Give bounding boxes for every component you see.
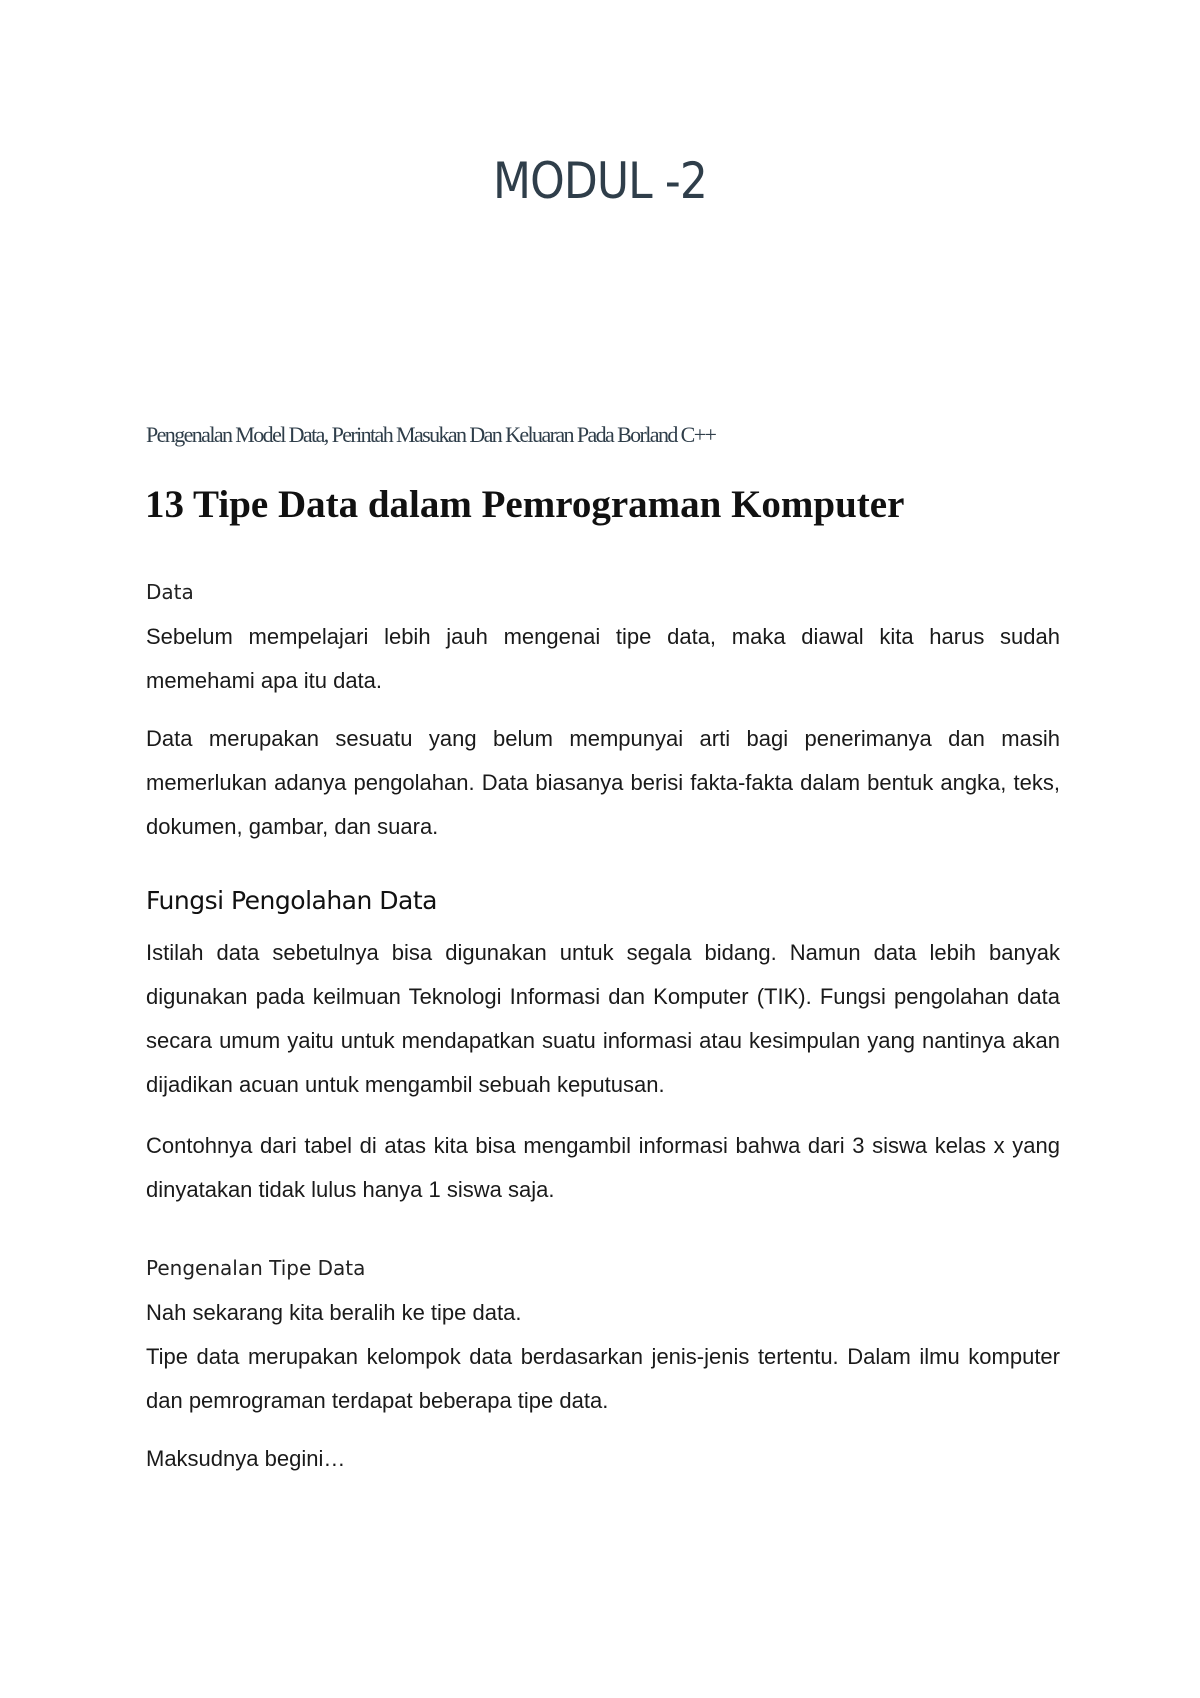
- paragraph-data-2: Data merupakan sesuatu yang belum mempunyai arti bagi penerimanya dan masih memerlukan adanya pengolahan. Data biasanya berisi fakta-fakta dalam bentuk angka, teks, dokumen, gambar, dan suara.: [146, 726, 1060, 839]
- paragraph-pengenalan-2: Tipe data merupakan kelompok data berdasarkan jenis-jenis tertentu. Dalam ilmu komputer dan pemrograman terdapat beberapa tipe data.: [146, 1344, 1060, 1413]
- document-subtitle: Pengenalan Model Data, Perintah Masukan Dan Keluaran Pada Borland C++: [146, 422, 716, 447]
- section-label-pengenalan: Pengenalan Tipe Data: [146, 1256, 366, 1280]
- document-title: MODUL -2: [492, 152, 708, 210]
- paragraph-pengenalan-3: Maksudnya begini…: [146, 1446, 346, 1471]
- section-label-data: Data: [146, 580, 194, 604]
- paragraph-data-1: Sebelum mempelajari lebih jauh mengenai tipe data, maka diawal kita harus sudah memehami apa itu data.: [146, 624, 1060, 693]
- paragraph-fungsi-1: Istilah data sebetulnya bisa digunakan untuk segala bidang. Namun data lebih banyak digunakan pada keilmuan Teknologi Informasi dan Komputer (TIK). Fungsi pengolahan data secara umum yaitu untuk mendapatkan suatu informasi atau kesimpulan yang nantinya akan dijadikan acuan untuk mengambil sebuah keputusan.: [146, 940, 1060, 1097]
- section-heading-fungsi: Fungsi Pengolahan Data: [146, 886, 437, 915]
- paragraph-pengenalan-1: Nah sekarang kita beralih ke tipe data.: [146, 1300, 522, 1325]
- paragraph-fungsi-2: Contohnya dari tabel di atas kita bisa mengambil informasi bahwa dari 3 siswa kelas x yang dinyatakan tidak lulus hanya 1 siswa saja.: [146, 1133, 1060, 1202]
- main-heading: 13 Tipe Data dalam Pemrograman Komputer: [145, 483, 905, 526]
